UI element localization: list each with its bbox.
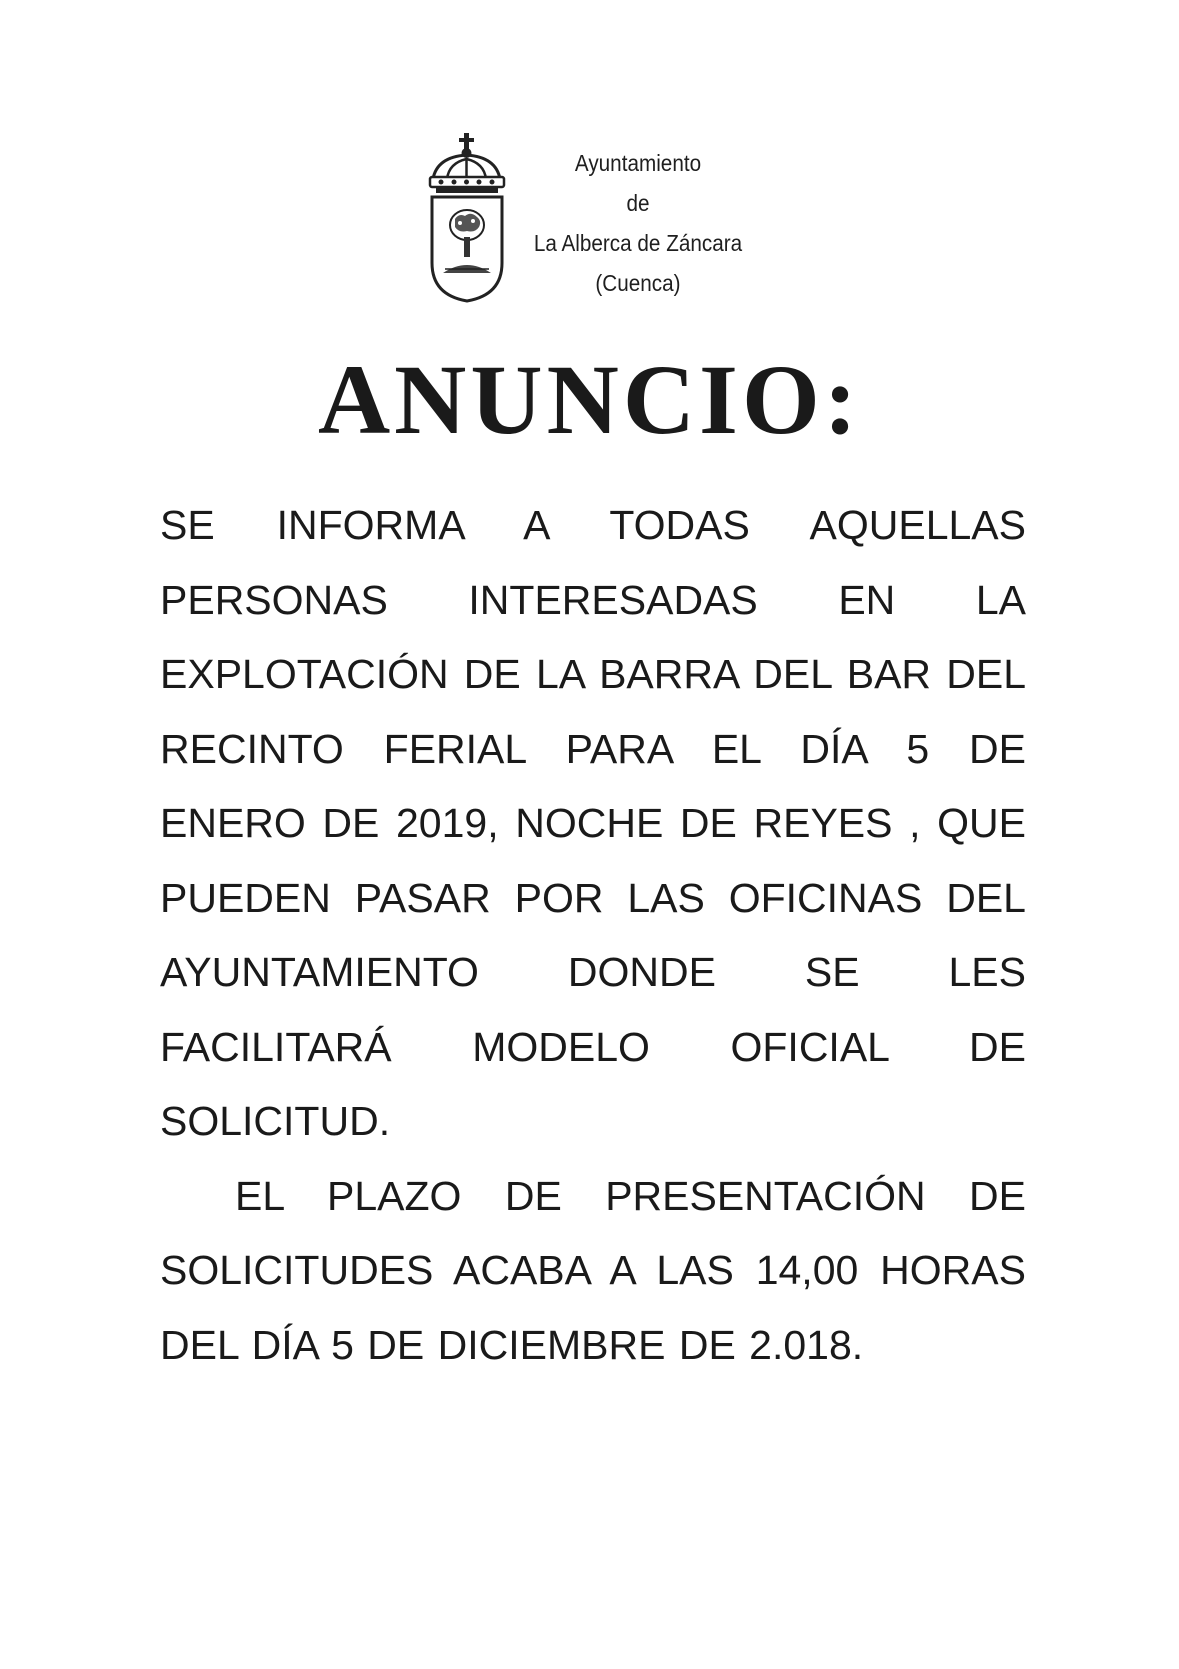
issuer-block bbox=[514, 143, 762, 303]
letterhead bbox=[0, 0, 1179, 320]
issuer-line: Ayuntamiento bbox=[574, 150, 702, 176]
announcement-heading: ANUNCIO: bbox=[317, 344, 862, 455]
issuer-line: de bbox=[626, 190, 650, 216]
announcement-body bbox=[160, 488, 1026, 1382]
coat-of-arms-icon bbox=[427, 133, 507, 305]
announcement-paragraph: EL PLAZO DE PRESENTACIÓN DE SOLICITUDES ACABA A LAS 14,00 HORAS DEL DÍA 5 DE DICIEMBRE DE 2.018. bbox=[160, 1172, 1026, 1368]
issuer-line: La Alberca de Záncara bbox=[533, 230, 743, 256]
issuer-line: (Cuenca) bbox=[595, 270, 681, 296]
announcement-paragraph: SE INFORMA A TODAS AQUELLAS PERSONAS INTERESADAS EN LA EXPLOTACIÓN DE LA BARRA DEL BAR DEL RECINTO FERIAL PARA EL DÍA 5 DE ENERO DE 2019, NOCHE DE REYES , QUE PUEDEN PASAR POR LAS OFICINAS DEL AYUNTAMIENTO DONDE SE LES FACILITARÁ MODELO OFICIAL DE SOLICITUD. bbox=[160, 502, 1026, 1144]
